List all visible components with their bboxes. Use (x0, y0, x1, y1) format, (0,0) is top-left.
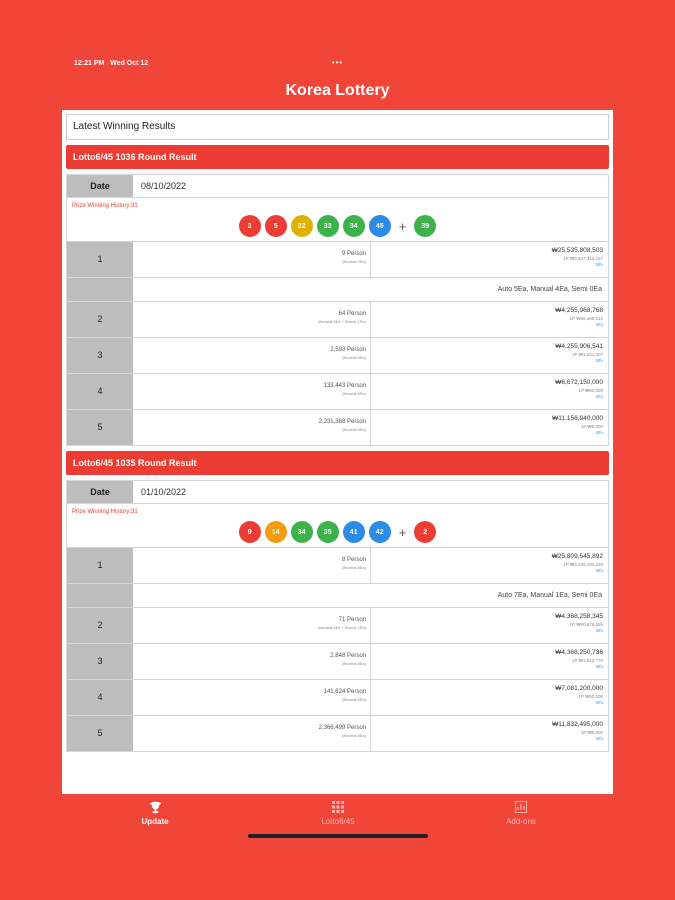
latest-results-label: Latest Winning Results (66, 114, 609, 140)
winner-breakdown: (Normal 6Ea) (342, 355, 366, 360)
winners-cell (133, 374, 371, 409)
lotto-ball: 41 (343, 521, 365, 543)
total-prize: ₩11,832,495,000 (552, 721, 603, 728)
lotto-ball: 5 (265, 215, 287, 237)
tab-addons[interactable] (461, 800, 581, 826)
total-prize: ₩4,255,968,768 (555, 307, 603, 314)
rank-number: 2 (67, 302, 133, 337)
lotto-ball: 22 (291, 215, 313, 237)
auto-manual-row (66, 278, 609, 302)
winner-breakdown: (Normal 6Ea) (342, 661, 366, 666)
winner-count: 2,231,388 Person (318, 419, 366, 425)
prize-history-link[interactable]: Prize Winning History:31 (72, 509, 138, 515)
lotto-ball: 14 (265, 521, 287, 543)
prize-info-link[interactable]: Info (595, 322, 603, 327)
per-person-prize: 1P ₩50,000 (578, 388, 603, 393)
lotto-ball: 35 (317, 521, 339, 543)
per-person-prize: 1P ₩60,679,695 (569, 622, 603, 627)
auto-manual-text: Auto 5Ea, Manual 4Ea, Semi 0Ea (497, 286, 602, 293)
chart-icon (461, 800, 581, 814)
rank-row (66, 338, 609, 374)
winner-breakdown: (Normal 6Ea) (342, 391, 366, 396)
winners-cell (133, 680, 371, 715)
auto-manual-row (66, 584, 609, 608)
winners-cell (133, 548, 371, 583)
plus-icon: + (398, 524, 407, 540)
rank-number: 2 (67, 608, 133, 643)
rank-row (66, 410, 609, 446)
total-prize: ₩25,809,545,892 (551, 553, 603, 560)
lotto-ball: 34 (291, 521, 313, 543)
tab-lotto-label: Lotto6/45 (321, 817, 355, 826)
winners-cell (133, 716, 371, 751)
tab-addons-label: Add-ons (506, 817, 536, 826)
lotto-ball: 9 (239, 521, 261, 543)
prize-info-link[interactable]: Info (595, 736, 603, 741)
rank-row (66, 302, 609, 338)
per-person-prize: 1P ₩1,641,307 (572, 352, 603, 357)
prize-cell (371, 374, 608, 409)
date-value: 01/10/2022 (141, 487, 187, 497)
winner-count: 2,593 Person (330, 347, 366, 353)
winning-numbers (66, 504, 609, 548)
lotto-ball: 34 (343, 215, 365, 237)
winner-breakdown: (Normal 6Ea + Bonus 1Ea) (318, 625, 366, 630)
winner-breakdown: (Normal 6Ea) (342, 697, 366, 702)
total-prize: ₩7,081,200,000 (555, 685, 603, 692)
prize-info-link[interactable]: Info (595, 430, 603, 435)
prize-info-link[interactable]: Info (595, 358, 603, 363)
status-date: Wed Oct 12 (110, 60, 149, 67)
ball-row (67, 521, 608, 543)
ball-row (67, 215, 608, 237)
multitask-dots[interactable]: ••• (331, 58, 344, 67)
app-title: Korea Lottery (285, 82, 390, 99)
prize-cell (371, 716, 608, 751)
prize-info-link[interactable]: Info (595, 700, 603, 705)
rank-number: 5 (67, 410, 133, 445)
winners-cell (133, 608, 371, 643)
winner-breakdown: (Normal 9Ea) (342, 259, 366, 264)
tab-bar (0, 796, 675, 836)
winner-count: 8 Person (341, 557, 366, 563)
winner-count: 9 Person (341, 251, 366, 257)
total-prize: ₩4,368,258,345 (555, 613, 603, 620)
date-label: Date (67, 481, 133, 503)
rounds-list (62, 145, 613, 752)
rank-row (66, 374, 609, 410)
prize-info-link[interactable]: Info (595, 394, 603, 399)
lotto-ball: 45 (369, 215, 391, 237)
prize-info-link[interactable]: Info (595, 568, 603, 573)
prize-cell (371, 608, 608, 643)
winners-cell (133, 242, 371, 277)
home-indicator[interactable] (248, 834, 428, 838)
rank-number: 3 (67, 338, 133, 373)
bonus-ball: 39 (414, 215, 436, 237)
trophy-icon (95, 800, 215, 814)
results-panel[interactable] (62, 110, 613, 794)
rank-number: 3 (67, 644, 133, 679)
auto-rank-spacer (67, 278, 133, 301)
date-row (66, 480, 609, 504)
tab-update-label: Update (141, 817, 169, 826)
date-value: 08/10/2022 (141, 181, 187, 191)
prize-history-link[interactable]: Prize Winning History:31 (72, 203, 138, 209)
total-prize: ₩11,156,940,000 (552, 415, 603, 422)
lotto-ball: 42 (369, 521, 391, 543)
prize-cell (371, 644, 608, 679)
total-prize: ₩25,535,808,503 (551, 247, 603, 254)
total-prize: ₩4,255,906,541 (555, 343, 603, 350)
prize-cell (371, 410, 608, 445)
date-label: Date (67, 175, 133, 197)
rank-number: 1 (67, 242, 133, 277)
prize-cell (371, 302, 608, 337)
prize-info-link[interactable]: Info (595, 664, 603, 669)
prize-info-link[interactable]: Info (595, 262, 603, 267)
winner-count: 133,443 Person (323, 383, 366, 389)
plus-icon: + (398, 218, 407, 234)
rank-number: 1 (67, 548, 133, 583)
prize-cell (371, 548, 608, 583)
rank-number: 4 (67, 680, 133, 715)
bonus-ball: 2 (414, 521, 436, 543)
winning-numbers (66, 198, 609, 242)
prize-cell (371, 338, 608, 373)
winner-count: 64 Person (338, 311, 366, 317)
winner-breakdown: (Normal 6Ea) (342, 427, 366, 432)
prize-info-link[interactable]: Info (595, 628, 603, 633)
auto-rank-spacer (67, 584, 133, 607)
winner-count: 2,848 Person (330, 653, 366, 659)
date-row (66, 174, 609, 198)
grid-icon (278, 800, 398, 814)
prize-cell (371, 242, 608, 277)
per-person-prize: 1P ₩1,512,770 (572, 658, 603, 663)
rank-row (66, 608, 609, 644)
per-person-prize: 1P ₩5,000 (580, 730, 603, 735)
winners-cell (133, 338, 371, 373)
winner-breakdown: (Normal 8Ea) (342, 565, 366, 570)
tab-lotto[interactable] (278, 800, 398, 826)
tab-update[interactable] (95, 800, 215, 826)
rank-row (66, 548, 609, 584)
rank-row (66, 716, 609, 752)
rank-row (66, 680, 609, 716)
lotto-ball: 2 (239, 215, 261, 237)
status-time: 12:21 PM (74, 60, 105, 67)
winner-count: 71 Person (338, 617, 366, 623)
lotto-ball: 32 (317, 215, 339, 237)
round-header: Lotto6/45 1035 Round Result (66, 451, 609, 475)
per-person-prize: 1P ₩3,226,193,236 (563, 562, 603, 567)
per-person-prize: 1P ₩50,000 (578, 694, 603, 699)
winners-cell (133, 644, 371, 679)
per-person-prize: 1P ₩5,000 (580, 424, 603, 429)
winners-cell (133, 302, 371, 337)
rank-number: 4 (67, 374, 133, 409)
rank-row (66, 242, 609, 278)
per-person-prize: 1P ₩66,499,512 (569, 316, 603, 321)
winner-breakdown: (Normal 6Ea) (342, 733, 366, 738)
winners-cell (133, 410, 371, 445)
winner-breakdown: (Normal 6Ea + Bonus 1Ea) (318, 319, 366, 324)
winner-count: 141,624 Person (323, 689, 366, 695)
winner-count: 2,366,499 Person (318, 725, 366, 731)
per-person-prize: 1P ₩2,837,312,167 (563, 256, 603, 261)
round-header: Lotto6/45 1036 Round Result (66, 145, 609, 169)
total-prize: ₩6,672,150,000 (555, 379, 603, 386)
rank-number: 5 (67, 716, 133, 751)
prize-cell (371, 680, 608, 715)
auto-manual-text: Auto 7Ea, Manual 1Ea, Semi 0Ea (497, 592, 602, 599)
total-prize: ₩4,368,250,736 (555, 649, 603, 656)
rank-row (66, 644, 609, 680)
